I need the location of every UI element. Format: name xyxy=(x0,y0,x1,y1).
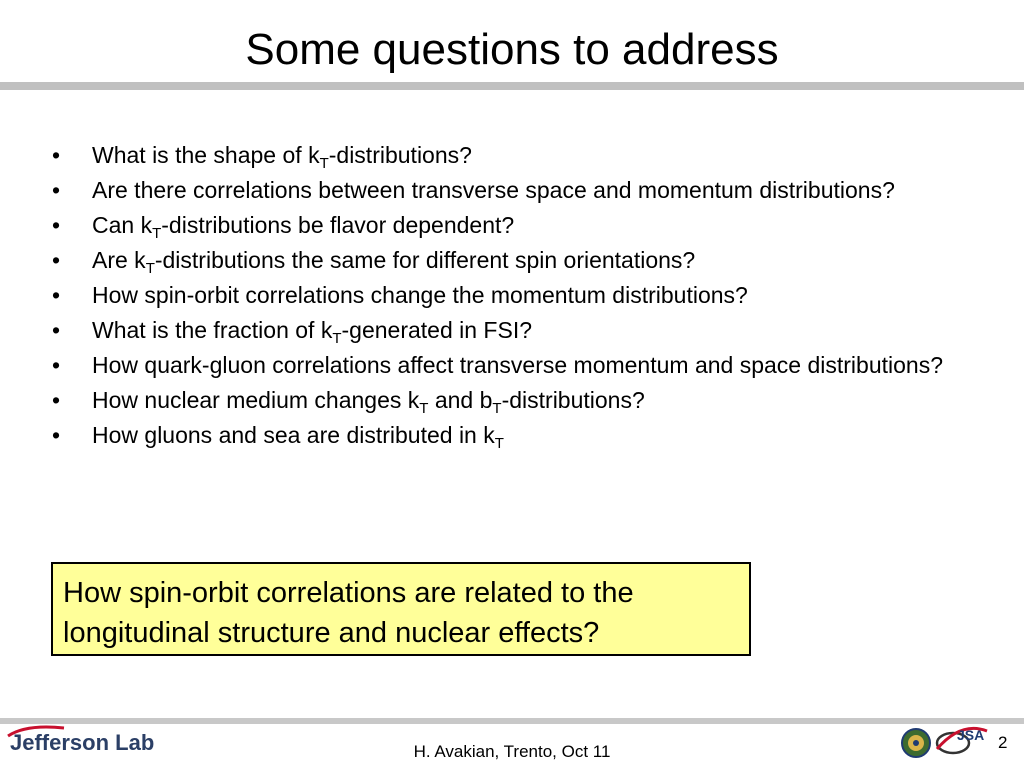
question-text: What is the fraction of k xyxy=(92,317,333,343)
bullet-marker: • xyxy=(52,422,61,448)
question-text: How quark-gluon correlations affect transverse momentum and space distributions? xyxy=(92,352,943,378)
subscript-text: T xyxy=(494,435,504,452)
question-text: Are k xyxy=(92,247,146,273)
bullet-marker: • xyxy=(52,212,61,238)
jefferson-lab-logo xyxy=(10,730,154,756)
bullet-marker: • xyxy=(52,387,61,413)
question-item xyxy=(52,212,992,242)
question-item xyxy=(52,142,992,172)
question-item xyxy=(52,178,992,203)
footer-divider xyxy=(0,718,1024,724)
question-text: -generated in FSI? xyxy=(341,317,533,343)
question-text: What is the shape of k xyxy=(92,142,320,168)
subscript-text: T xyxy=(492,400,502,417)
subscript-text: T xyxy=(332,330,342,347)
question-item xyxy=(52,353,992,378)
question-item xyxy=(52,387,992,417)
question-text: and b xyxy=(428,387,493,413)
bullet-marker: • xyxy=(52,352,61,378)
question-text: Are there correlations between transverse space and momentum distributions? xyxy=(92,177,895,203)
doe-seal-icon xyxy=(901,728,931,758)
question-text: How nuclear medium changes k xyxy=(92,387,420,413)
highlight-callout: How spin-orbit correlations are related to the longitudinal structure and nuclear effects? xyxy=(51,562,751,656)
bullet-marker: • xyxy=(52,142,61,168)
question-text: -distributions the same for different spin orientations? xyxy=(154,247,696,273)
bullet-marker: • xyxy=(52,282,61,308)
question-text: -distributions? xyxy=(328,142,472,168)
bullet-marker: • xyxy=(52,177,61,203)
bullet-marker: • xyxy=(52,317,61,343)
jsa-logo-text: JSA xyxy=(957,727,985,743)
question-item xyxy=(52,422,992,452)
subscript-text: T xyxy=(319,155,329,172)
question-text: -distributions? xyxy=(501,387,645,413)
question-text: Can k xyxy=(92,212,153,238)
question-item xyxy=(52,247,992,277)
bullet-marker: • xyxy=(52,247,61,273)
title-divider xyxy=(0,82,1024,90)
question-text: How spin-orbit correlations change the momentum distributions? xyxy=(92,282,748,308)
question-item xyxy=(52,283,992,308)
logo-text: Jefferson Lab xyxy=(10,730,155,755)
question-list xyxy=(52,143,992,458)
question-text: -distributions be flavor dependent? xyxy=(161,212,515,238)
footer-caption: H. Avakian, Trento, Oct 11 xyxy=(413,742,611,761)
slide-title: Some questions to address xyxy=(245,25,779,74)
subscript-text: T xyxy=(145,260,155,277)
question-text: How gluons and sea are distributed in k xyxy=(92,422,495,448)
page-number: 2 xyxy=(998,733,1008,752)
subscript-text: T xyxy=(419,400,429,417)
question-item xyxy=(52,317,992,347)
subscript-text: T xyxy=(152,225,162,242)
jsa-logo xyxy=(933,725,989,759)
jefferson-lab-swoosh-icon xyxy=(6,724,66,738)
